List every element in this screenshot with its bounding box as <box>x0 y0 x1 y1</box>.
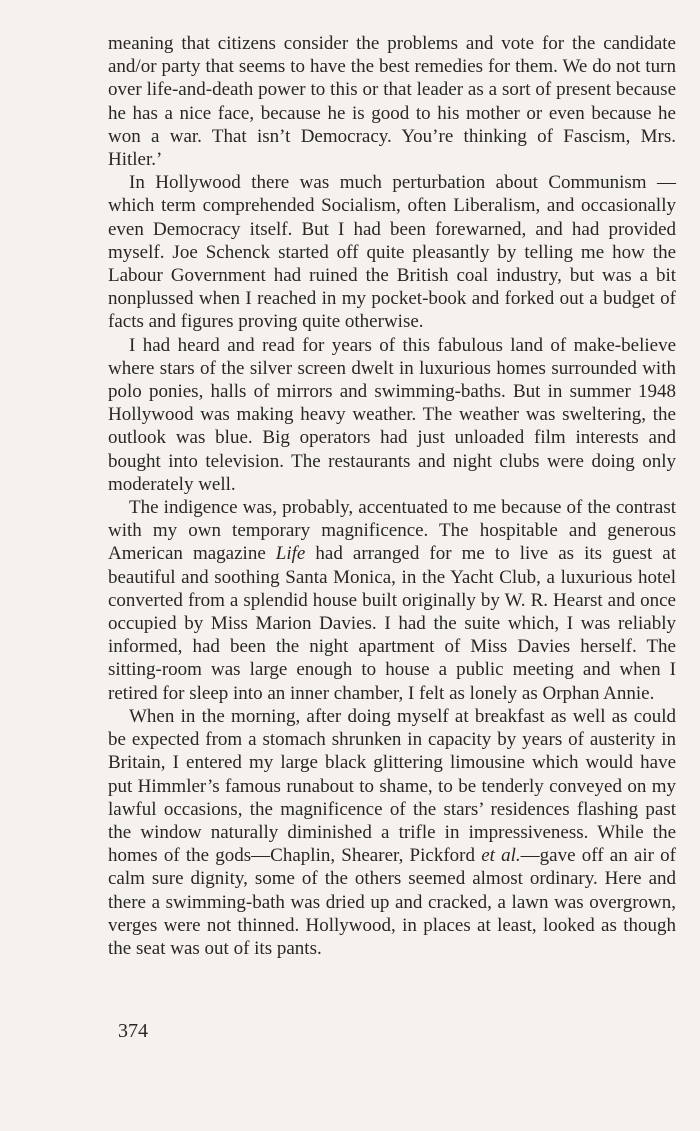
paragraph <box>108 705 676 960</box>
paragraph <box>108 334 676 496</box>
text-run: When in the morning, after doing myself at breakfast as well as could be expected from a stomach shrunken in capacity by years of austerity in Britain, I entered my large black glittering limousine which would have put Himmler’s famous runabout to shame, to be tenderly conveyed on my lawful occasions, the magnificence of the stars’ residences flashing past the window naturally diminished a trifle in impressiveness. While the homes of the gods—Chaplin, Shearer, Pickford <box>108 705 676 867</box>
italic-text: Life <box>275 543 306 565</box>
paragraph <box>108 32 676 171</box>
page-number: 374 <box>118 1020 148 1042</box>
text-run: I had heard and read for years of this fabulous land of make-believe where stars of the silver screen dwelt in luxurious homes surrounded with polo ponies, halls of mirrors and swimming-baths. But in summer 1948 Hollywood was making heavy weather. The weather was sweltering, the outlook was blue. Big operators had just unloaded film interests and bought into television. The restaurants and night clubs were doing only moderately well. <box>108 334 676 495</box>
text-run: meaning that citizens consider the problems and vote for the candidate and/or party that seems to have the best remedies for them. We do not turn over life-and-death power to this or that leader as a sort of present because he has a nice face, because he is good to his mother or even because he won a war. That isn’t Democracy. You’re thinking of Fascism, Mrs. Hitler.’ <box>108 33 676 171</box>
paragraph <box>108 496 676 705</box>
text-run: —gave off an air of calm sure dignity, some of the others seemed almost ordinary. Here and there a swimming-bath was dried up and cracked, a lawn was overgrown, verges were not thinned. Hollywood, in places at least, looked as though the seat was out of its pants. <box>108 845 676 959</box>
text-run: The indigence was, probably, accentuated to me because of the contrast with my own temporary magnificence. The hospitable and generous American magazine <box>108 497 676 565</box>
italic-text: et al. <box>481 845 521 867</box>
text-run: had arranged for me to live as its guest at beautiful and soothing Santa Monica, in the Yacht Club, a luxurious hotel converted from a splendid house built originally by W. R. Hearst and once occupied by Miss Marion Davies. I had the suite which, I was reliably informed, had been the night apartment of Miss Davies herself. The sitting-room was large enough to house a public meeting and when I retired for sleep into an inner chamber, I felt as lonely as Orphan Annie. <box>108 543 676 704</box>
paragraph <box>108 171 676 333</box>
body-text <box>108 32 676 960</box>
text-run: In Hollywood there was much perturbation about Communism —which term comprehended Socialism, often Liberalism, and occasionally even Democracy itself. But I had been forewarned, and had provided myself. Joe Schenck started off quite pleasantly by telling me how the Labour Government had ruined the British coal industry, but was a bit nonplussed when I reached in my pocket-book and forked out a budget of facts and figures proving quite otherwise. <box>108 172 676 333</box>
